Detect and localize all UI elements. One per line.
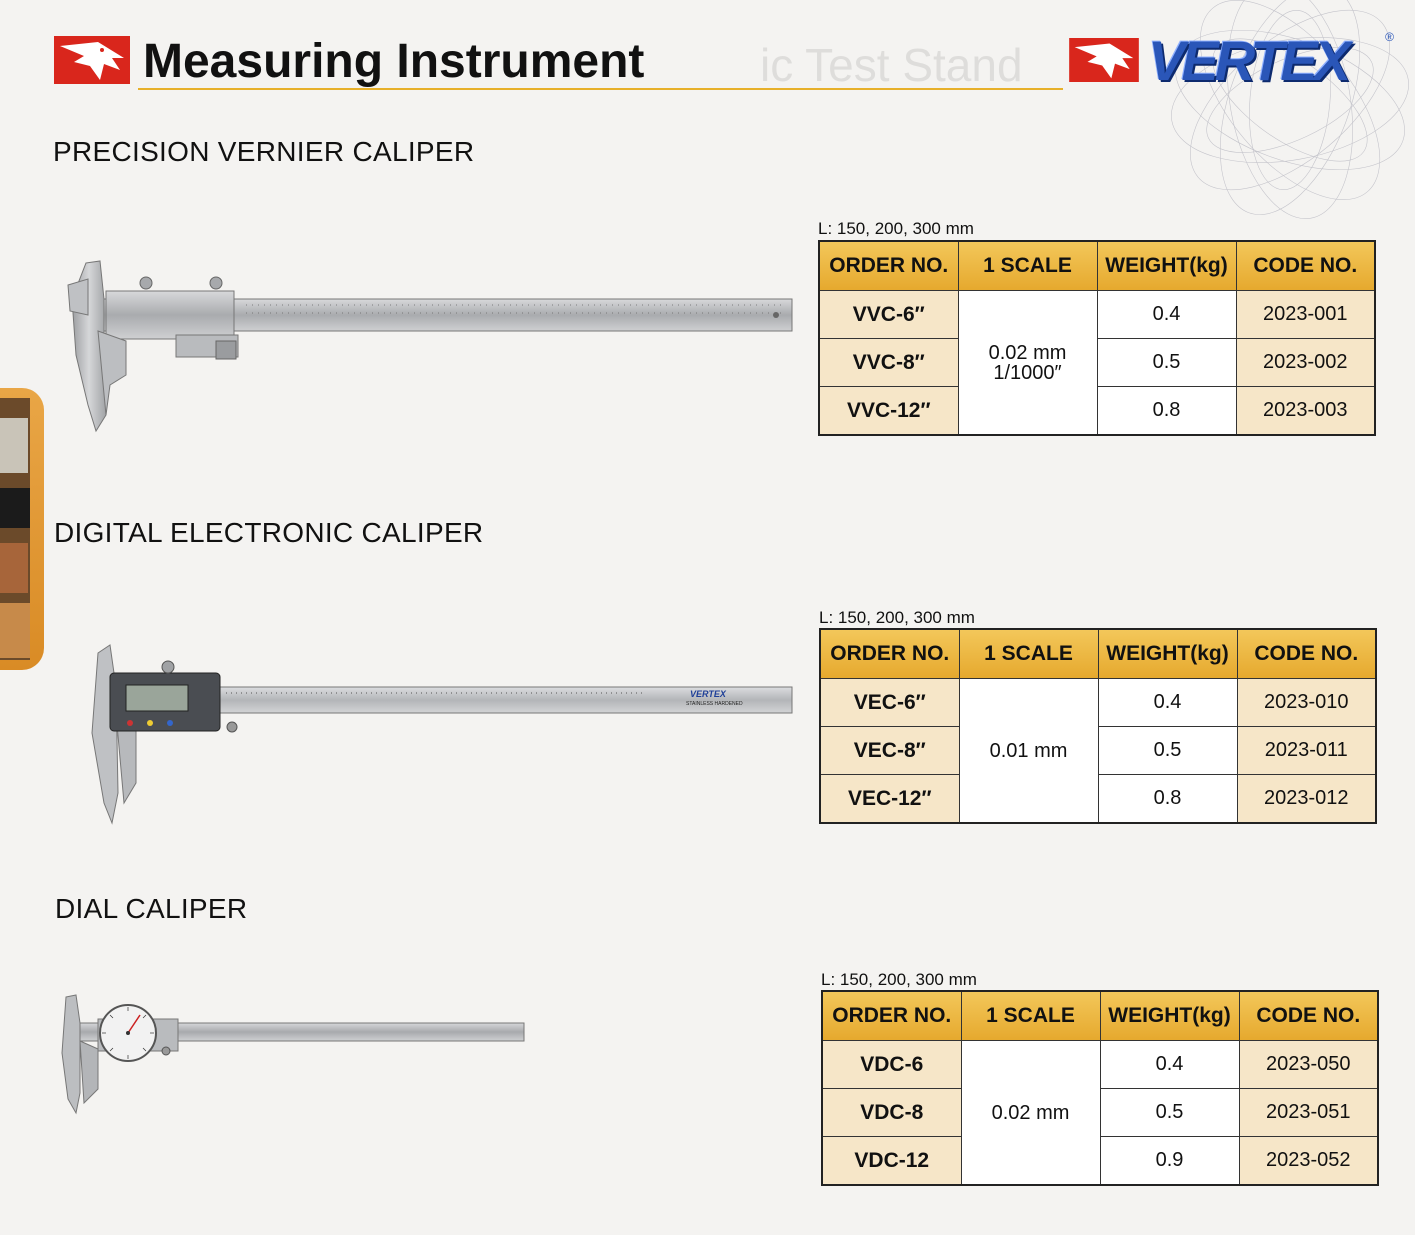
side-photo-gauge-block (0, 543, 28, 593)
dial-caliper-image (58, 993, 528, 1118)
digital-caliper-body (86, 643, 796, 828)
section-title-dial: DIAL CALIPER (55, 893, 248, 924)
column-header-weight: WEIGHT(kg) (1100, 991, 1239, 1041)
table-row (822, 1137, 1378, 1186)
column-header-code-no: CODE NO. (1239, 991, 1378, 1041)
code-no-cell: 2023-002 (1236, 339, 1375, 387)
weight-cell: 0.9 (1100, 1137, 1239, 1186)
vertex-brand-logo (1068, 29, 1398, 92)
spec-table-digital (819, 628, 1377, 824)
table-row (819, 387, 1375, 436)
weight-cell: 0.5 (1098, 727, 1237, 775)
side-photo-dial-indicator (0, 418, 28, 473)
weight-cell: 0.4 (1097, 291, 1236, 339)
eagle-logo-icon (54, 36, 130, 84)
column-header-scale: 1 SCALE (959, 629, 1098, 679)
scale-cell (958, 291, 1097, 436)
side-index-tab (0, 388, 44, 670)
table-row (820, 775, 1376, 824)
order-no-cell: VDC-8 (822, 1089, 961, 1137)
table-row (819, 291, 1375, 339)
weight-cell: 0.4 (1100, 1041, 1239, 1089)
spec-table-dial (821, 990, 1379, 1186)
column-header-code-no: CODE NO. (1237, 629, 1376, 679)
section-title-digital: DIGITAL ELECTRONIC CALIPER (54, 517, 484, 548)
table-header-row (822, 991, 1378, 1041)
table-row (820, 679, 1376, 727)
scale-cell (961, 1041, 1100, 1186)
table-header-row (819, 241, 1375, 291)
code-no-cell: 2023-051 (1239, 1089, 1378, 1137)
length-label-vernier: L: 150, 200, 300 mm (818, 219, 974, 238)
vernier-caliper-image (66, 255, 796, 435)
scale-value-line: 0.01 mm (989, 739, 1068, 762)
device-brand-label: VERTEX (690, 689, 726, 699)
order-no-cell: VVC-12″ (819, 387, 958, 436)
column-header-code-no: CODE NO. (1236, 241, 1375, 291)
device-material-label: STAINLESS HARDENED (686, 701, 743, 707)
weight-cell: 0.5 (1097, 339, 1236, 387)
code-no-cell: 2023-050 (1239, 1041, 1378, 1089)
table-row (819, 339, 1375, 387)
table-header-row (820, 629, 1376, 679)
column-header-weight: WEIGHT(kg) (1098, 629, 1237, 679)
code-no-cell: 2023-010 (1237, 679, 1376, 727)
code-no-cell: 2023-012 (1237, 775, 1376, 824)
side-tab-photos (0, 398, 30, 660)
code-no-cell: 2023-011 (1237, 727, 1376, 775)
order-no-cell: VDC-12 (822, 1137, 961, 1186)
order-no-cell: VVC-6″ (819, 291, 958, 339)
order-no-cell: VEC-6″ (820, 679, 959, 727)
order-no-cell: VDC-6 (822, 1041, 961, 1089)
background-ghost-title: ic Test Stand (760, 39, 1023, 91)
code-no-cell: 2023-003 (1236, 387, 1375, 436)
order-no-cell: VVC-8″ (819, 339, 958, 387)
length-label-digital: L: 150, 200, 300 mm (819, 608, 975, 627)
column-header-scale: 1 SCALE (961, 991, 1100, 1041)
scale-value-line: 0.02 mm (991, 1101, 1070, 1124)
scale-value-line: 1/1000″ (993, 361, 1062, 384)
column-header-order-no: ORDER NO. (819, 241, 958, 291)
spec-table-vernier (818, 240, 1376, 436)
weight-cell: 0.5 (1100, 1089, 1239, 1137)
side-photo-gauge-set (0, 603, 30, 658)
code-no-cell: 2023-052 (1239, 1137, 1378, 1186)
order-no-cell: VEC-8″ (820, 727, 959, 775)
column-header-weight: WEIGHT(kg) (1097, 241, 1236, 291)
order-no-cell: VEC-12″ (820, 775, 959, 824)
code-no-cell: 2023-001 (1236, 291, 1375, 339)
brand-name: VERTEX (1148, 29, 1348, 92)
section-title-vernier: PRECISION VERNIER CALIPER (53, 136, 475, 167)
weight-cell: 0.4 (1098, 679, 1237, 727)
scale-value-line: 0.02 mm (988, 341, 1067, 364)
eagle-logo-icon (1068, 38, 1140, 82)
weight-cell: 0.8 (1097, 387, 1236, 436)
column-header-order-no: ORDER NO. (820, 629, 959, 679)
column-header-order-no: ORDER NO. (822, 991, 961, 1041)
weight-cell: 0.8 (1098, 775, 1237, 824)
digital-caliper-image (86, 643, 796, 828)
table-row (822, 1089, 1378, 1137)
length-label-dial: L: 150, 200, 300 mm (821, 970, 977, 989)
column-header-scale: 1 SCALE (958, 241, 1097, 291)
scale-cell (959, 679, 1098, 824)
registered-mark: ® (1385, 30, 1394, 44)
table-row (820, 727, 1376, 775)
page-title: Measuring Instrument (143, 35, 645, 88)
side-photo-case (0, 488, 30, 528)
table-row (822, 1041, 1378, 1089)
